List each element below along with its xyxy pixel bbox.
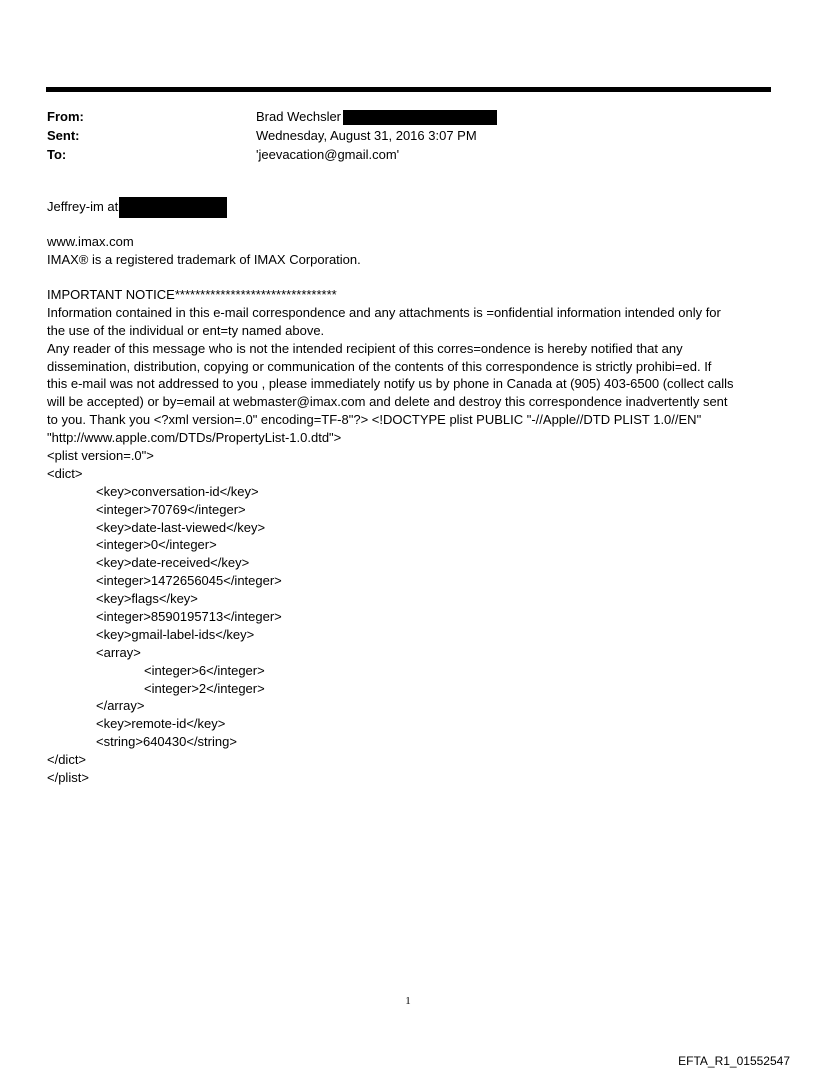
redaction-box [119,197,227,218]
plist-line: <plist version=.0"> [47,448,154,463]
signature-block [47,233,771,269]
plist-line: <key>date-received</key> [96,555,250,571]
plist-line: </array> [96,698,145,714]
plist-block [47,447,771,787]
plist-line: </plist> [47,770,89,786]
email-header [47,107,771,167]
plist-line: <integer>6</integer> [144,662,265,678]
notice-line: IMPORTANT NOTICE******************************** [47,287,337,302]
notice-line: "http://www.apple.com/DTDs/PropertyList-1.0.dtd"> [47,430,342,446]
plist-line: <integer>2</integer> [144,680,265,696]
from-name: Brad Wechsler [256,109,342,124]
greeting-text: Jeffrey-im at [47,198,119,214]
plist-line: </dict> [47,752,87,768]
notice-line: Any reader of this message who is not the intended recipient of this corres=ondence is hereby notified that any [47,340,683,356]
header-rule [46,87,771,92]
trademark-line: IMAX® is a registered trademark of IMAX Corporation. [47,251,361,267]
from-row [47,107,771,126]
bates-stamp: EFTA_R1_01552547 [678,1054,790,1068]
sent-row [47,126,771,145]
plist-line: <key>gmail-label-ids</key> [96,626,255,642]
to-row [47,145,771,164]
greeting [47,197,771,218]
plist-line: <dict> [47,465,83,481]
sent-value: Wednesday, August 31, 2016 3:07 PM [256,128,477,143]
notice-line: this e-mail was not addressed to you , please immediately notify us by phone in Canada at (905) 403-6500 (collect calls [47,376,734,392]
plist-line: <key>date-last-viewed</key> [96,519,266,535]
redaction-box [343,110,497,125]
plist-line: <key>flags</key> [96,591,198,607]
plist-line: <key>remote-id</key> [96,716,226,732]
to-label: To: [47,147,67,162]
plist-line: <integer>1472656045</integer> [96,573,282,589]
to-value: 'jeevacation@gmail.com' [256,147,400,162]
plist-line: <integer>8590195713</integer> [96,609,282,625]
from-value [256,107,497,126]
website-line: www.imax.com [47,234,134,249]
plist-line: <key>conversation-id</key> [96,483,259,499]
notice-line: Information contained in this e-mail correspondence and any attachments is =onfidential information intended only for [47,304,721,320]
notice-line: to you. Thank you <?xml version=.0" encoding=TF-8"?> <!DOCTYPE plist PUBLIC "-//Apple//DTD PLIST 1.0//EN" [47,412,702,428]
plist-line: <string>640430</string> [96,734,237,750]
plist-line: <integer>70769</integer> [96,501,246,517]
page-number: 1 [405,995,411,1007]
sent-label: Sent: [47,128,80,143]
notice-line: will be accepted) or by=email at webmaster@imax.com and delete and destroy this correspondence inadvertently sent [47,394,728,410]
notice-line: the use of the individual or ent=ty named above. [47,322,325,338]
notice-line: dissemination, distribution, copying or communication of the contents of this correspondence is strictly prohibi=ed. If [47,358,712,374]
plist-line: <array> [96,644,141,660]
legal-notice [47,286,771,447]
from-label: From: [47,109,84,124]
plist-line: <integer>0</integer> [96,537,217,553]
